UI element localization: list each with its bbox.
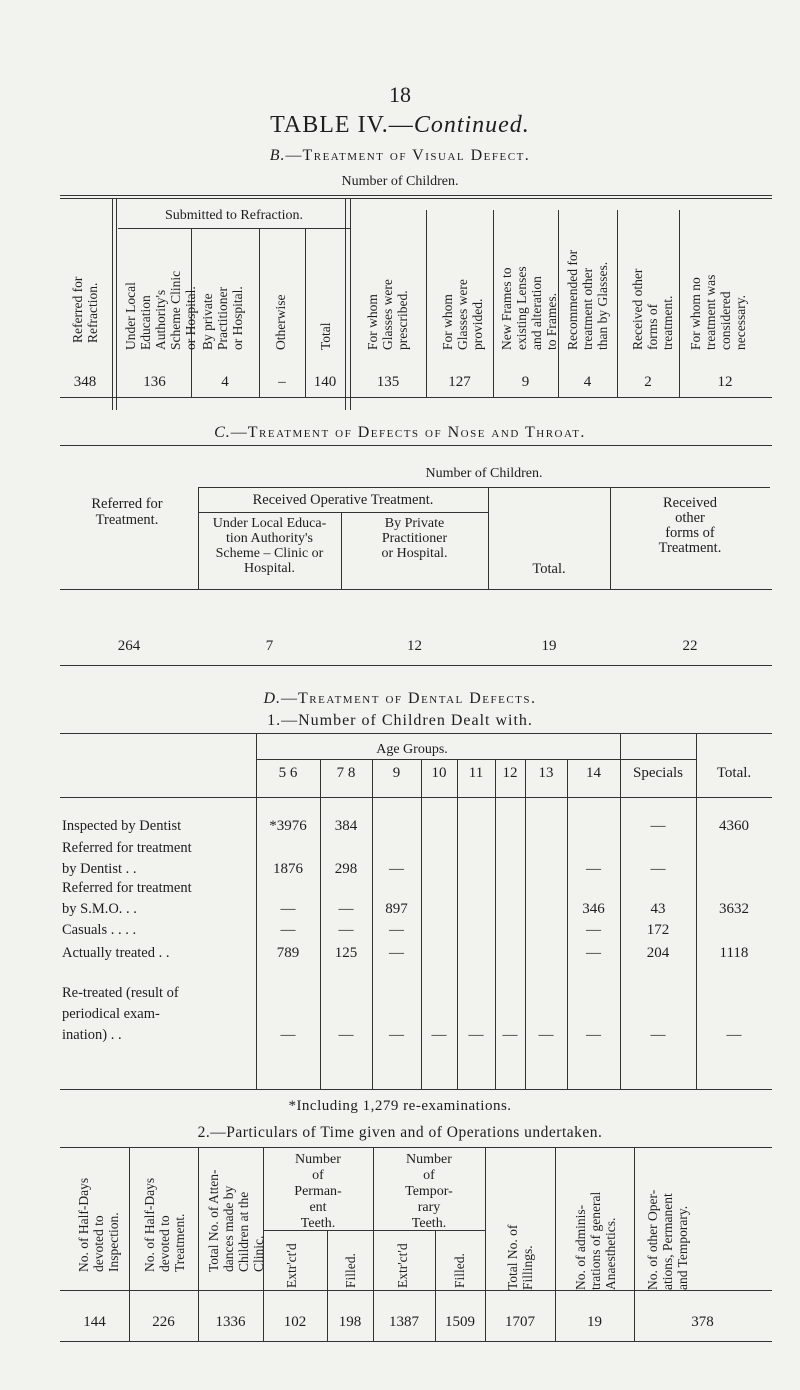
- page-number: 18: [389, 82, 411, 107]
- d2-header-perm-extracted: Extr'ct'd: [284, 1243, 299, 1288]
- table-title: TABLE IV.—Continued.: [270, 112, 530, 138]
- d-row-cell: —: [338, 922, 354, 938]
- c-value-other-forms: 22: [682, 638, 698, 654]
- d2-value-perm-extracted: 102: [283, 1314, 307, 1330]
- d-row-cell: —: [650, 1027, 666, 1043]
- section-d-subheading: 1.—Number of Children Dealt with.: [267, 712, 533, 729]
- c-value-under-local: 7: [265, 638, 274, 654]
- d2-value-perm-filled: 198: [338, 1314, 362, 1330]
- b-header-no-treatment: For whom no treatment was considered necessary.: [688, 274, 748, 350]
- c-value-total: 19: [541, 638, 557, 654]
- b-value-glasses-prescribed: 135: [376, 374, 400, 390]
- d-row-cell: —: [431, 1027, 447, 1043]
- d-col-9: 9: [392, 765, 401, 781]
- d-row-cell: 384: [334, 818, 358, 834]
- c-header-referred: Referred for Treatment.: [91, 496, 163, 528]
- d-row-cell: 204: [646, 945, 670, 961]
- d2-header-perm-filled: Filled.: [343, 1253, 358, 1288]
- d-row-cell: —: [280, 922, 296, 938]
- d2-header-other-operations: No. of other Oper- ations, Permanent and Temporary.: [645, 1189, 690, 1290]
- d-col-14: 14: [586, 765, 601, 781]
- d-row-cell: —: [389, 945, 404, 961]
- b-header-under-local: Under Local Education Authority's Scheme Clinic or Hospital.: [123, 270, 198, 350]
- d-row-cell: 298: [334, 861, 358, 877]
- b-value-no-treatment: 12: [717, 374, 733, 390]
- d-row-cell: 172: [646, 922, 670, 938]
- age-groups-header: Age Groups.: [376, 742, 448, 757]
- d-row-cell: —: [538, 1027, 554, 1043]
- b-value-new-frames: 9: [521, 374, 530, 390]
- b-value-under-local: 136: [143, 374, 166, 390]
- d-row-cell: 3632: [719, 901, 749, 917]
- d2-value-temp-extracted: 1387: [389, 1314, 419, 1330]
- d2-value-inspection: 144: [83, 1314, 106, 1330]
- d-row-label: ination) . .: [62, 1027, 122, 1043]
- d2-header-attendances: Total No. of Atten- dances made by Children at the Clinic.: [206, 1169, 266, 1272]
- d2-header-fillings: Total No. of Fillings.: [505, 1224, 535, 1290]
- c-number-caption: Number of Children.: [425, 466, 543, 481]
- d-row-label: Referred for treatment: [62, 840, 192, 856]
- section-d2-heading: 2.—Particulars of Time given and of Operations undertaken.: [197, 1124, 603, 1141]
- d-row-cell: —: [586, 945, 601, 961]
- d2-header-temporary: Number of Tempor- rary Teeth.: [405, 1152, 453, 1231]
- d-row-label: Casuals . . . .: [62, 922, 137, 938]
- b-header-referred: Referred for Refraction.: [70, 276, 100, 343]
- b-value-other-forms: 2: [644, 374, 652, 390]
- d-col-total: Total.: [716, 765, 752, 781]
- d2-value-treatment: 226: [152, 1314, 175, 1330]
- b-value-glasses-provided: 127: [448, 374, 471, 390]
- d-row-cell: —: [586, 861, 601, 877]
- d-row-cell: —: [389, 1027, 404, 1043]
- d-row-cell: —: [280, 901, 296, 917]
- d-col-specials: Specials: [633, 765, 683, 781]
- d-row-label: Re-treated (result of: [62, 985, 179, 1001]
- d-row-label: by Dentist . .: [62, 861, 137, 877]
- d-row-cell: —: [338, 1027, 354, 1043]
- d2-header-anaesthetics: No. of adminis- trations of general Anaesthetics.: [573, 1191, 618, 1290]
- d-row-cell: —: [726, 1027, 742, 1043]
- d2-value-attendances: 1336: [215, 1314, 246, 1330]
- b-value-referred: 348: [73, 374, 97, 390]
- b-header-private: By private Practitioner or Hospital.: [200, 286, 245, 350]
- section-c-heading: C.—Treatment of Defects of Nose and Throat.: [214, 424, 586, 441]
- d-row-cell: —: [389, 922, 404, 938]
- d-row-cell: 125: [334, 945, 358, 961]
- b-header-recommended: Recommended for treatment other than by Glasses.: [565, 249, 610, 350]
- d2-value-fillings: 1707: [505, 1314, 535, 1330]
- d-col-7-8: 7 8: [336, 765, 356, 781]
- d2-header-permanent: Number of Perman- ent Teeth.: [294, 1152, 342, 1231]
- d-row-cell: *3976: [269, 818, 307, 834]
- section-b-number-caption: Number of Children.: [341, 174, 459, 189]
- d-row-cell: —: [468, 1027, 484, 1043]
- d-row-cell: —: [389, 861, 404, 877]
- d-row-cell: —: [338, 901, 354, 917]
- b-header-new-frames: New Frames to existing Lenses and alteration to Frames.: [499, 266, 559, 350]
- d-row-cell: —: [650, 861, 666, 877]
- b-value-otherwise: –: [278, 374, 286, 390]
- b-header-glasses-prescribed: For whom Glasses were prescribed.: [365, 279, 410, 350]
- b-header-total: Total: [318, 322, 333, 350]
- d-row-cell: 1876: [273, 861, 303, 877]
- c-value-referred: 264: [117, 638, 141, 654]
- b-header-glasses-provided: For whom Glasses were provided.: [440, 279, 485, 350]
- d-row-cell: —: [586, 1027, 601, 1043]
- d-row-cell: —: [502, 1027, 518, 1043]
- d-row-cell: 789: [276, 945, 300, 961]
- d-row-label: Inspected by Dentist: [62, 818, 182, 834]
- c-header-private: By Private Practitioner or Hospital.: [381, 516, 448, 561]
- c-value-private: 12: [407, 638, 422, 654]
- c-header-other-forms: Received other forms of Treatment.: [658, 495, 722, 556]
- d-row-cell: 4360: [719, 818, 749, 834]
- d-col-12: 12: [502, 765, 518, 781]
- d-row-cell: 43: [650, 901, 666, 917]
- b-value-recommended: 4: [583, 374, 592, 390]
- c-header-total: Total.: [532, 561, 566, 577]
- b-value-private: 4: [221, 374, 229, 390]
- b-header-other-forms: Received other forms of treatment.: [630, 268, 675, 350]
- d-row-label: by S.M.O. . .: [62, 901, 137, 917]
- d-row-cell: 346: [582, 901, 605, 917]
- section-d-heading: D.—Treatment of Dental Defects.: [263, 690, 537, 707]
- d-row-cell: —: [280, 1027, 296, 1043]
- d2-header-half-days-inspection: No. of Half-Days devoted to Inspection.: [76, 1177, 121, 1272]
- d2-header-temp-extracted: Extr'ct'd: [395, 1243, 410, 1288]
- d-row-label: Referred for treatment: [62, 880, 192, 896]
- d-row-label: periodical exam-: [62, 1006, 160, 1022]
- d2-value-temp-filled: 1509: [445, 1314, 475, 1330]
- d-row-cell: 897: [385, 901, 408, 917]
- d-row-cell: —: [650, 818, 666, 834]
- section-b-heading: B.—Treatment of Visual Defect.: [269, 147, 531, 164]
- d-row-cell: 1118: [719, 945, 749, 961]
- d2-header-temp-filled: Filled.: [452, 1253, 467, 1288]
- d-col-11: 11: [468, 765, 484, 781]
- d2-value-other-operations: 378: [691, 1314, 714, 1330]
- d-col-10: 10: [431, 765, 447, 781]
- d2-header-half-days-treatment: No. of Half-Days devoted to Treatment.: [142, 1177, 187, 1272]
- d-row-cell: —: [586, 922, 601, 938]
- d-col-13: 13: [538, 765, 554, 781]
- d-footnote: *Including 1,279 re-examinations.: [288, 1098, 512, 1114]
- d2-value-anaesthetics: 19: [587, 1314, 602, 1330]
- submitted-group-header: Submitted to Refraction.: [164, 208, 304, 223]
- d-row-label: Actually treated . .: [62, 945, 170, 961]
- d-col-5-6: 5 6: [278, 765, 298, 781]
- b-value-total: 140: [313, 374, 337, 390]
- b-header-otherwise: Otherwise: [273, 294, 288, 350]
- c-header-under-local: Under Local Educa- tion Authority's Scheme – Clinic or Hospital.: [212, 516, 327, 576]
- c-header-operative: Received Operative Treatment.: [252, 492, 434, 508]
